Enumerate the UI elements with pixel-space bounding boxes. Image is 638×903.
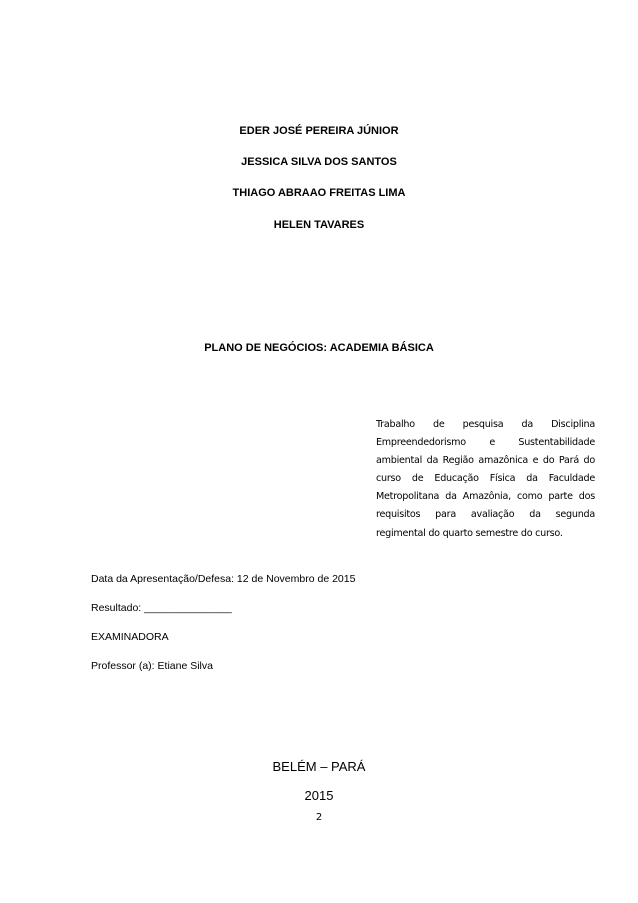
- professor-name: Professor (a): Etiane Silva: [91, 660, 213, 672]
- document-title: PLANO DE NEGÓCIOS: ACADEMIA BÁSICA: [204, 342, 434, 354]
- page-number: 2: [315, 812, 323, 823]
- abstract-text: Trabalho de pesquisa da Disciplina Empreendedorismo e Sustentabilidade ambiental da Região amazônica e do Pará do curso de Educação Física da Faculdade Metropolitana da Amazônia, como parte dos requisitos para avaliação da segunda regimental do quarto semestre do curso.: [376, 419, 595, 539]
- author-3: THIAGO ABRAAO FREITAS LIMA: [232, 187, 406, 199]
- author-1: EDER JOSÉ PEREIRA JÚNIOR: [239, 125, 399, 137]
- city-state: BELÉM – PARÁ: [272, 759, 366, 774]
- author-2: JESSICA SILVA DOS SANTOS: [241, 156, 397, 168]
- year: 2015: [304, 788, 334, 803]
- author-4: HELEN TAVARES: [273, 219, 365, 231]
- result-line: Resultado: _______________: [91, 602, 232, 614]
- presentation-date: Data da Apresentação/Defesa: 12 de Novembro de 2015: [91, 573, 356, 585]
- examining-board: EXAMINADORA: [91, 631, 169, 643]
